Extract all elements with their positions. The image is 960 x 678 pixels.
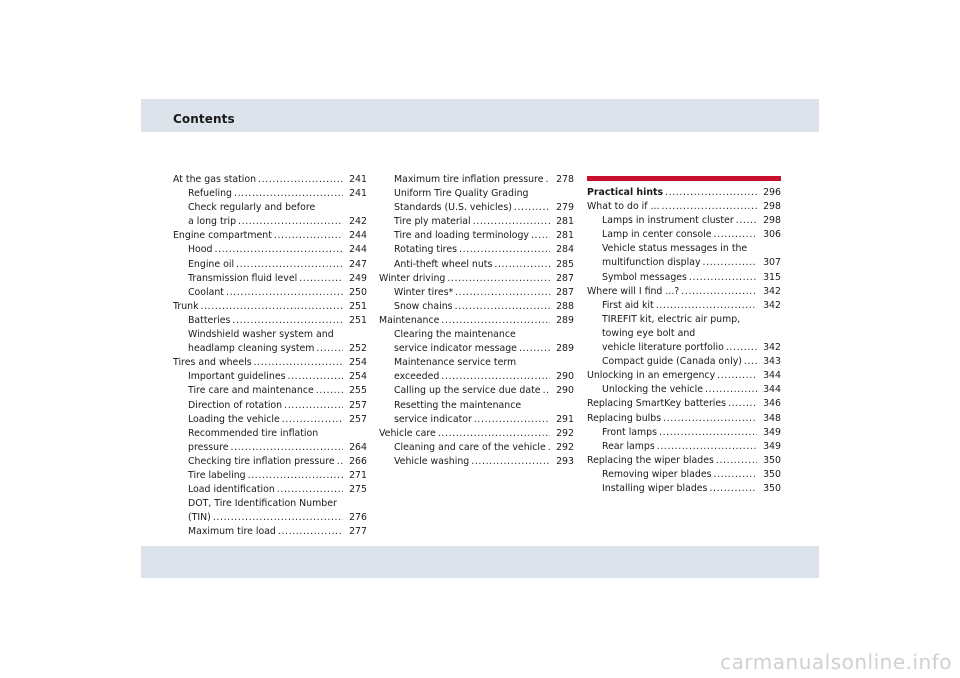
toc-entry-title: TIREFIT kit, electric air pump, [602, 313, 741, 325]
toc-page-number: 275 [349, 484, 367, 496]
toc-entry[interactable] [379, 272, 574, 286]
toc-page-number: 244 [349, 230, 367, 242]
dot-leader [226, 286, 343, 300]
header-band [141, 99, 819, 132]
dot-leader [438, 427, 550, 441]
toc-entry[interactable] [173, 342, 367, 356]
dot-leader [689, 271, 757, 285]
toc-entry-title: Tire and loading terminology [394, 230, 529, 242]
toc-page-number: 349 [763, 426, 781, 438]
toc-entry-title: Refueling [188, 188, 232, 200]
dot-leader [231, 441, 344, 455]
dot-leader [287, 370, 343, 384]
dot-leader [703, 256, 757, 270]
toc-entry-title: Maintenance service term [394, 357, 517, 369]
toc-entry-title: Coolant [188, 286, 224, 298]
toc-page-number: 288 [556, 300, 574, 312]
toc-entry-title: pressure [188, 441, 229, 453]
dot-leader [441, 314, 550, 328]
dot-leader [716, 454, 757, 468]
toc-page-number: 281 [556, 216, 574, 228]
toc-entry-title: Maximum tire load [188, 526, 276, 538]
toc-entry-title: a long trip [188, 216, 237, 228]
toc-entry-title: Tire ply material [394, 216, 471, 228]
toc-entry[interactable] [173, 328, 367, 342]
toc-entry-title: Where will I find ...? [587, 285, 680, 297]
toc-entry[interactable] [379, 314, 574, 328]
dot-leader [657, 440, 757, 454]
toc-entry-title: Batteries [188, 314, 231, 326]
toc-page-number: 292 [556, 427, 574, 439]
toc-entry-title: Replacing bulbs [587, 412, 662, 424]
toc-page-number: 247 [349, 258, 367, 270]
toc-entry[interactable] [587, 313, 781, 327]
dot-leader [713, 468, 757, 482]
dot-leader [514, 201, 550, 215]
toc-entry[interactable] [587, 327, 781, 341]
toc-page-number: 287 [556, 286, 574, 298]
dot-leader [236, 258, 343, 272]
dot-leader [254, 356, 343, 370]
toc-entry-title: Transmission fluid level [188, 272, 298, 284]
toc-entry-title: headlamp cleaning system [188, 343, 315, 355]
toc-entry[interactable] [587, 426, 781, 440]
toc-entry-title: Vehicle washing [394, 455, 470, 467]
toc-entry-title: Check regularly and before [188, 202, 316, 214]
dot-leader [543, 384, 550, 398]
toc-entry-title: What to do if ... [587, 201, 660, 213]
toc-entry-title: Uniform Tire Quality Grading [394, 188, 529, 200]
toc-entry[interactable] [173, 497, 367, 511]
toc-page-number: 251 [349, 314, 367, 326]
toc-page-number: 257 [349, 413, 367, 425]
toc-entry[interactable] [173, 427, 367, 441]
toc-entry[interactable] [173, 173, 367, 187]
toc-entry-title: Resetting the maintenance [394, 399, 522, 411]
toc-entry-title: Tires and wheels [173, 357, 252, 369]
dot-leader [316, 384, 343, 398]
toc-entry[interactable] [173, 215, 367, 229]
toc-page-number: 298 [763, 215, 781, 227]
toc-entry[interactable] [173, 243, 367, 257]
toc-page-number: 287 [556, 272, 574, 284]
toc-entry[interactable] [587, 412, 781, 426]
toc-entry[interactable] [173, 314, 367, 328]
toc-page-number: 290 [556, 371, 574, 383]
toc-entry-title: Important guidelines [188, 371, 286, 383]
toc-entry-title: Cleaning and care of the vehicle [394, 441, 546, 453]
toc-entry[interactable] [587, 341, 781, 355]
toc-entry-title: Tire labeling [188, 469, 246, 481]
dot-leader [714, 228, 757, 242]
toc-page-number: 292 [556, 441, 574, 453]
toc-page-number: 257 [349, 399, 367, 411]
toc-entry[interactable] [379, 215, 574, 229]
toc-page-number: 278 [556, 174, 574, 185]
toc-entry-title: Windshield washer system and [188, 329, 334, 341]
toc-column-1 [173, 173, 367, 539]
dot-leader [447, 272, 550, 286]
toc-page-number: 250 [349, 286, 367, 298]
toc-entry[interactable] [379, 300, 574, 314]
toc-column-2 [379, 173, 574, 469]
toc-entry-title: Anti-theft wheel nuts [394, 258, 493, 270]
toc-entry[interactable] [173, 370, 367, 384]
toc-entry-title: Loading the vehicle [188, 413, 280, 425]
dot-leader [681, 285, 757, 299]
toc-entry-title: towing eye bolt and [602, 327, 696, 339]
dot-leader [441, 370, 550, 384]
toc-entry-title: (TIN) [188, 512, 211, 524]
toc-entry-title: Unlocking in an emergency [587, 370, 716, 382]
toc-entry[interactable] [379, 384, 574, 398]
toc-entry-title: vehicle literature portfolio [602, 342, 724, 354]
toc-entry[interactable] [173, 511, 367, 525]
dot-leader [258, 173, 343, 187]
toc-page-number: 264 [349, 441, 367, 453]
toc-entry[interactable] [587, 397, 781, 411]
toc-entry-title: exceeded [394, 371, 440, 383]
toc-entry[interactable] [587, 186, 781, 200]
toc-page-number: 344 [763, 370, 781, 382]
toc-entry-title: Clearing the maintenance [394, 329, 516, 341]
toc-entry[interactable] [587, 242, 781, 256]
toc-page-number: 349 [763, 440, 781, 452]
toc-page-number: 307 [763, 257, 781, 269]
toc-entry-title: Lamp in center console [602, 229, 712, 241]
section-marker-bar [587, 176, 781, 181]
dot-leader [662, 200, 758, 214]
toc-page-number: 254 [349, 371, 367, 383]
toc-page-number: 289 [556, 343, 574, 355]
toc-page-number: 344 [763, 384, 781, 396]
toc-page-number: 277 [349, 526, 367, 538]
dot-leader [545, 173, 550, 187]
toc-page-number: 241 [349, 188, 367, 200]
toc-entry-title: Installing wiper blades [602, 482, 708, 494]
dot-leader [274, 229, 343, 243]
toc-entry[interactable] [379, 356, 574, 370]
toc-entry[interactable] [587, 299, 781, 313]
dot-leader [278, 525, 343, 539]
toc-entry[interactable] [379, 173, 574, 187]
toc-entry-title: Calling up the service due date [394, 385, 541, 397]
toc-page-number: 343 [763, 356, 781, 368]
toc-entry[interactable] [379, 328, 574, 342]
toc-page-number: 342 [763, 299, 781, 311]
toc-page-number: 279 [556, 202, 574, 214]
toc-page-number: 346 [763, 398, 781, 410]
toc-entry-title: Tire care and maintenance [188, 385, 314, 397]
dot-leader [337, 455, 343, 469]
dot-leader [201, 300, 343, 314]
toc-entry[interactable] [173, 469, 367, 483]
dot-leader [665, 186, 757, 200]
toc-entry-title: Load identification [188, 484, 275, 496]
toc-entry[interactable] [173, 201, 367, 215]
toc-entry[interactable] [173, 187, 367, 201]
dot-leader [284, 399, 343, 413]
toc-entry-title: service indicator message [394, 343, 517, 355]
dot-leader [282, 413, 343, 427]
toc-page-number: 290 [556, 385, 574, 397]
toc-page-number: 291 [556, 413, 574, 425]
toc-page-number: 241 [349, 174, 367, 185]
page-title: Contents [173, 112, 235, 126]
toc-entry-title: Vehicle status messages in the [602, 243, 748, 255]
toc-entry[interactable] [587, 200, 781, 214]
toc-page-number: 298 [763, 201, 781, 213]
toc-page-number: 255 [349, 385, 367, 397]
toc-entry[interactable] [379, 286, 574, 300]
toc-entry[interactable] [379, 399, 574, 413]
toc-entry[interactable] [173, 229, 367, 243]
dot-leader [473, 215, 550, 229]
toc-entry[interactable] [379, 187, 574, 201]
toc-entry-title: Snow chains [394, 300, 453, 312]
toc-entry-title: DOT, Tire Identification Number [188, 498, 337, 510]
dot-leader [455, 286, 550, 300]
dot-leader [299, 272, 343, 286]
dot-leader [213, 511, 343, 525]
toc-entry[interactable] [379, 229, 574, 243]
toc-entry-title: Engine oil [188, 258, 235, 270]
toc-page-number: 281 [556, 230, 574, 242]
toc-page-number: 284 [556, 244, 574, 256]
toc-entry[interactable] [587, 482, 781, 496]
toc-entry[interactable] [173, 483, 367, 497]
toc-page-number: 350 [763, 454, 781, 466]
toc-entry-title: Symbol messages [602, 271, 687, 283]
toc-page-number: 348 [763, 412, 781, 424]
dot-leader [474, 413, 550, 427]
toc-page-number: 254 [349, 357, 367, 369]
toc-entry-title: Vehicle care [379, 427, 436, 439]
toc-entry-title: Winter driving [379, 272, 446, 284]
toc-page-number: 251 [349, 300, 367, 312]
toc-entry[interactable] [173, 399, 367, 413]
toc-page-number: 244 [349, 244, 367, 256]
toc-entry[interactable] [587, 256, 781, 270]
toc-entry[interactable] [173, 384, 367, 398]
toc-entry-title: Compact guide (Canada only) [602, 356, 742, 368]
toc-page-number: 285 [556, 258, 574, 270]
toc-entry-title: Rotating tires [394, 244, 457, 256]
toc-entry[interactable] [379, 441, 574, 455]
toc-entry-title: Checking tire inflation pressure [188, 455, 335, 467]
footer-band [141, 546, 819, 578]
dot-leader [277, 483, 343, 497]
toc-entry-title: Maximum tire inflation pressure [394, 174, 544, 185]
dot-leader [214, 243, 343, 257]
dot-leader [238, 215, 343, 229]
dot-leader [726, 341, 757, 355]
toc-entry-title: Unlocking the vehicle [602, 384, 703, 396]
toc-entry-title: multifunction display [602, 257, 701, 269]
dot-leader [248, 469, 343, 483]
toc-entry[interactable] [379, 258, 574, 272]
toc-page-number: 276 [349, 512, 367, 524]
toc-page-number: 342 [763, 285, 781, 297]
toc-entry[interactable] [173, 356, 367, 370]
toc-entry[interactable] [587, 355, 781, 369]
toc-entry-title: Lamps in instrument cluster [602, 215, 734, 227]
toc-entry[interactable] [379, 413, 574, 427]
toc-entry[interactable] [173, 258, 367, 272]
dot-leader [455, 300, 550, 314]
toc-entry[interactable] [587, 285, 781, 299]
toc-entry-title: Replacing SmartKey batteries [587, 398, 727, 410]
toc-entry-title: Standards (U.S. vehicles) [394, 202, 512, 214]
toc-entry-title: Trunk [173, 300, 199, 312]
toc-page-number: 266 [349, 455, 367, 467]
toc-entry[interactable] [587, 454, 781, 468]
toc-entry[interactable] [379, 342, 574, 356]
dot-leader [531, 229, 550, 243]
dot-leader [459, 243, 550, 257]
toc-entry-title: service indicator [394, 413, 472, 425]
toc-entry-title: Recommended tire inflation [188, 427, 319, 439]
toc-page-number: 289 [556, 314, 574, 326]
toc-page-number: 342 [763, 342, 781, 354]
dot-leader [471, 455, 550, 469]
toc-entry-title: Maintenance [379, 314, 440, 326]
dot-leader [709, 482, 757, 496]
toc-entry[interactable] [173, 455, 367, 469]
toc-entry[interactable] [173, 525, 367, 539]
dot-leader [736, 214, 757, 228]
toc-entry[interactable] [379, 201, 574, 215]
toc-entry[interactable] [173, 441, 367, 455]
toc-page-number: 242 [349, 216, 367, 228]
toc-page-number: 271 [349, 469, 367, 481]
toc-entry[interactable] [173, 272, 367, 286]
dot-leader [519, 342, 550, 356]
toc-entry[interactable] [173, 413, 367, 427]
dot-leader [717, 369, 757, 383]
toc-entry[interactable] [587, 440, 781, 454]
toc-entry-title: First aid kit [602, 299, 654, 311]
toc-entry[interactable] [587, 214, 781, 228]
dot-leader [656, 299, 757, 313]
toc-page-number: 293 [556, 455, 574, 467]
dot-leader [548, 441, 550, 455]
dot-leader [705, 383, 757, 397]
toc-entry-title: Direction of rotation [188, 399, 283, 411]
toc-entry[interactable] [379, 455, 574, 469]
dot-leader [494, 258, 550, 272]
toc-entry-title: Replacing the wiper blades [587, 454, 714, 466]
toc-entry[interactable] [379, 243, 574, 257]
toc-page-number: 296 [763, 187, 781, 198]
dot-leader [234, 187, 343, 201]
toc-entry[interactable] [587, 383, 781, 397]
toc-entry-title: Removing wiper blades [602, 468, 712, 480]
dot-leader [663, 412, 757, 426]
toc-entry[interactable] [379, 427, 574, 441]
toc-entry-title: At the gas station [173, 174, 257, 185]
dot-leader [232, 314, 343, 328]
toc-entry-title: Hood [188, 244, 213, 256]
toc-entry[interactable] [587, 369, 781, 383]
toc-page-number: 315 [763, 271, 781, 283]
toc-entry-title: Rear lamps [602, 440, 655, 452]
toc-column-3 [587, 186, 781, 496]
toc-entry-title: Practical hints [587, 187, 664, 198]
toc-entry[interactable] [587, 271, 781, 285]
toc-entry[interactable] [173, 286, 367, 300]
toc-page-number: 350 [763, 468, 781, 480]
watermark: carmanualsonline.info [720, 650, 952, 674]
toc-entry[interactable] [379, 370, 574, 384]
toc-entry[interactable] [587, 228, 781, 242]
toc-entry-title: Engine compartment [173, 230, 272, 242]
toc-entry[interactable] [587, 468, 781, 482]
toc-entry-title: Winter tires* [394, 286, 454, 298]
dot-leader [316, 342, 343, 356]
toc-page-number: 249 [349, 272, 367, 284]
toc-entry[interactable] [173, 300, 367, 314]
toc-page-number: 252 [349, 343, 367, 355]
toc-entry-title: Front lamps [602, 426, 658, 438]
dot-leader [744, 355, 757, 369]
dot-leader [728, 397, 757, 411]
toc-page-number: 306 [763, 229, 781, 241]
dot-leader [659, 426, 757, 440]
toc-page-number: 350 [763, 482, 781, 494]
